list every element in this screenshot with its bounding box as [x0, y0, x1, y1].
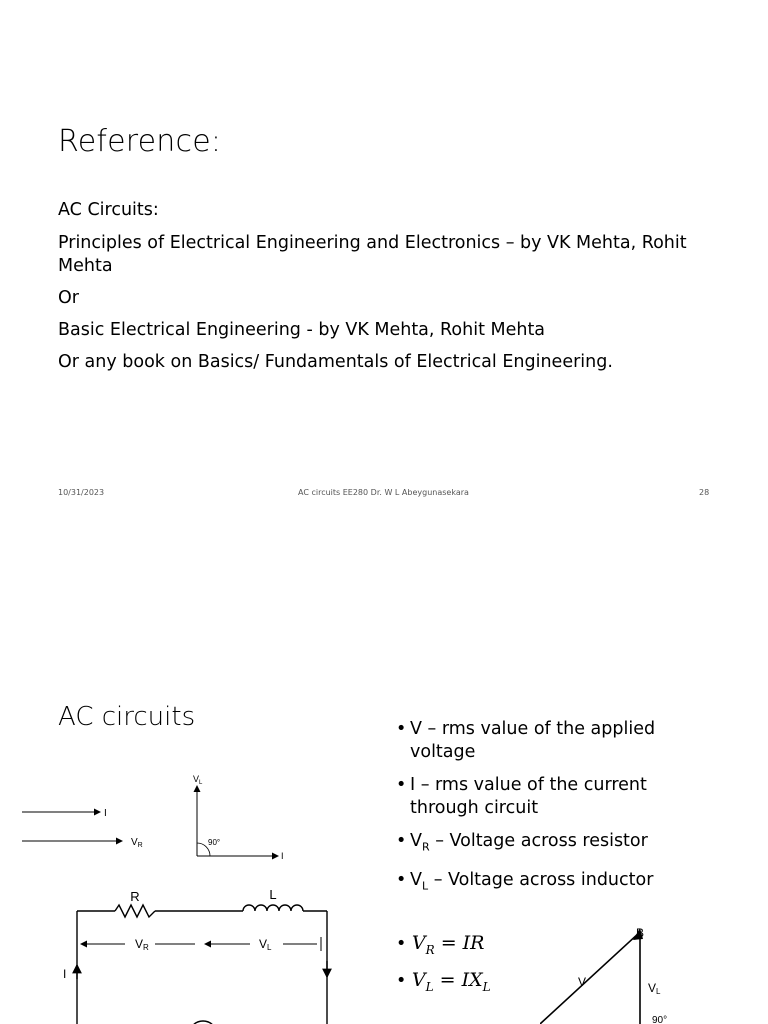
point-b-label: B	[636, 926, 645, 940]
footer-date: 10/31/2023	[58, 488, 105, 497]
slide-title-ac-circuits: AC circuits	[58, 702, 196, 732]
v-label: V	[578, 975, 587, 989]
vl-label: VL	[259, 937, 272, 952]
reference-any-book: Or any book on Basics/ Fundamentals of Electrical Engineering.	[58, 352, 613, 372]
rl-circuit-diagram	[55, 885, 345, 1024]
reference-axis-label: I	[281, 851, 284, 861]
vl-triangle-label: VL	[648, 981, 661, 996]
vr-phasor-label: $V_R$	[131, 837, 143, 849]
angle-label: 90°	[208, 838, 221, 847]
reference-book-2: Basic Electrical Engineering - by VK Mehta, Rohit Mehta	[58, 320, 546, 340]
equation-list	[396, 928, 491, 1002]
voltage-triangle-diagram	[540, 922, 690, 1024]
reference-or-1: Or	[58, 288, 79, 308]
definition-list	[396, 718, 716, 907]
footer-page-number: 28	[699, 488, 710, 497]
vl-phasor-label: $V_L$	[193, 774, 203, 786]
inductor-label: L	[269, 887, 277, 902]
slide-title-reference: Reference:	[58, 124, 222, 159]
reference-heading: AC Circuits:	[58, 200, 159, 220]
inductor-symbol	[243, 905, 303, 911]
bullet-vr: • $V_R$ – Voltage across resistor	[396, 830, 716, 859]
resistor-symbol	[115, 905, 155, 917]
bullet-v: • V – rms value of the applied voltage	[396, 718, 716, 764]
phasor-diagram	[0, 768, 300, 868]
footer-course: AC circuits EE280 Dr. W L Abeygunasekara	[298, 488, 469, 497]
triangle-angle-label: 90°	[652, 1015, 668, 1024]
reference-book-1: Principles of Electrical Engineering and Electronics – by VK Mehta, Rohit Mehta	[58, 233, 687, 276]
equation-vl: • $V_L = IX_L$	[396, 968, 491, 994]
bullet-i: • I – rms value of the current through circuit	[396, 774, 716, 820]
current-label: I	[63, 967, 67, 981]
v-hypotenuse	[540, 932, 640, 1024]
bullet-vl: • $V_L$ – Voltage across inductor	[396, 869, 716, 898]
resistor-label: R	[130, 889, 140, 904]
equation-vr: • $V_R$ = IR	[396, 932, 485, 957]
current-phasor-label: I	[104, 808, 107, 819]
vr-label: VR	[135, 937, 149, 952]
